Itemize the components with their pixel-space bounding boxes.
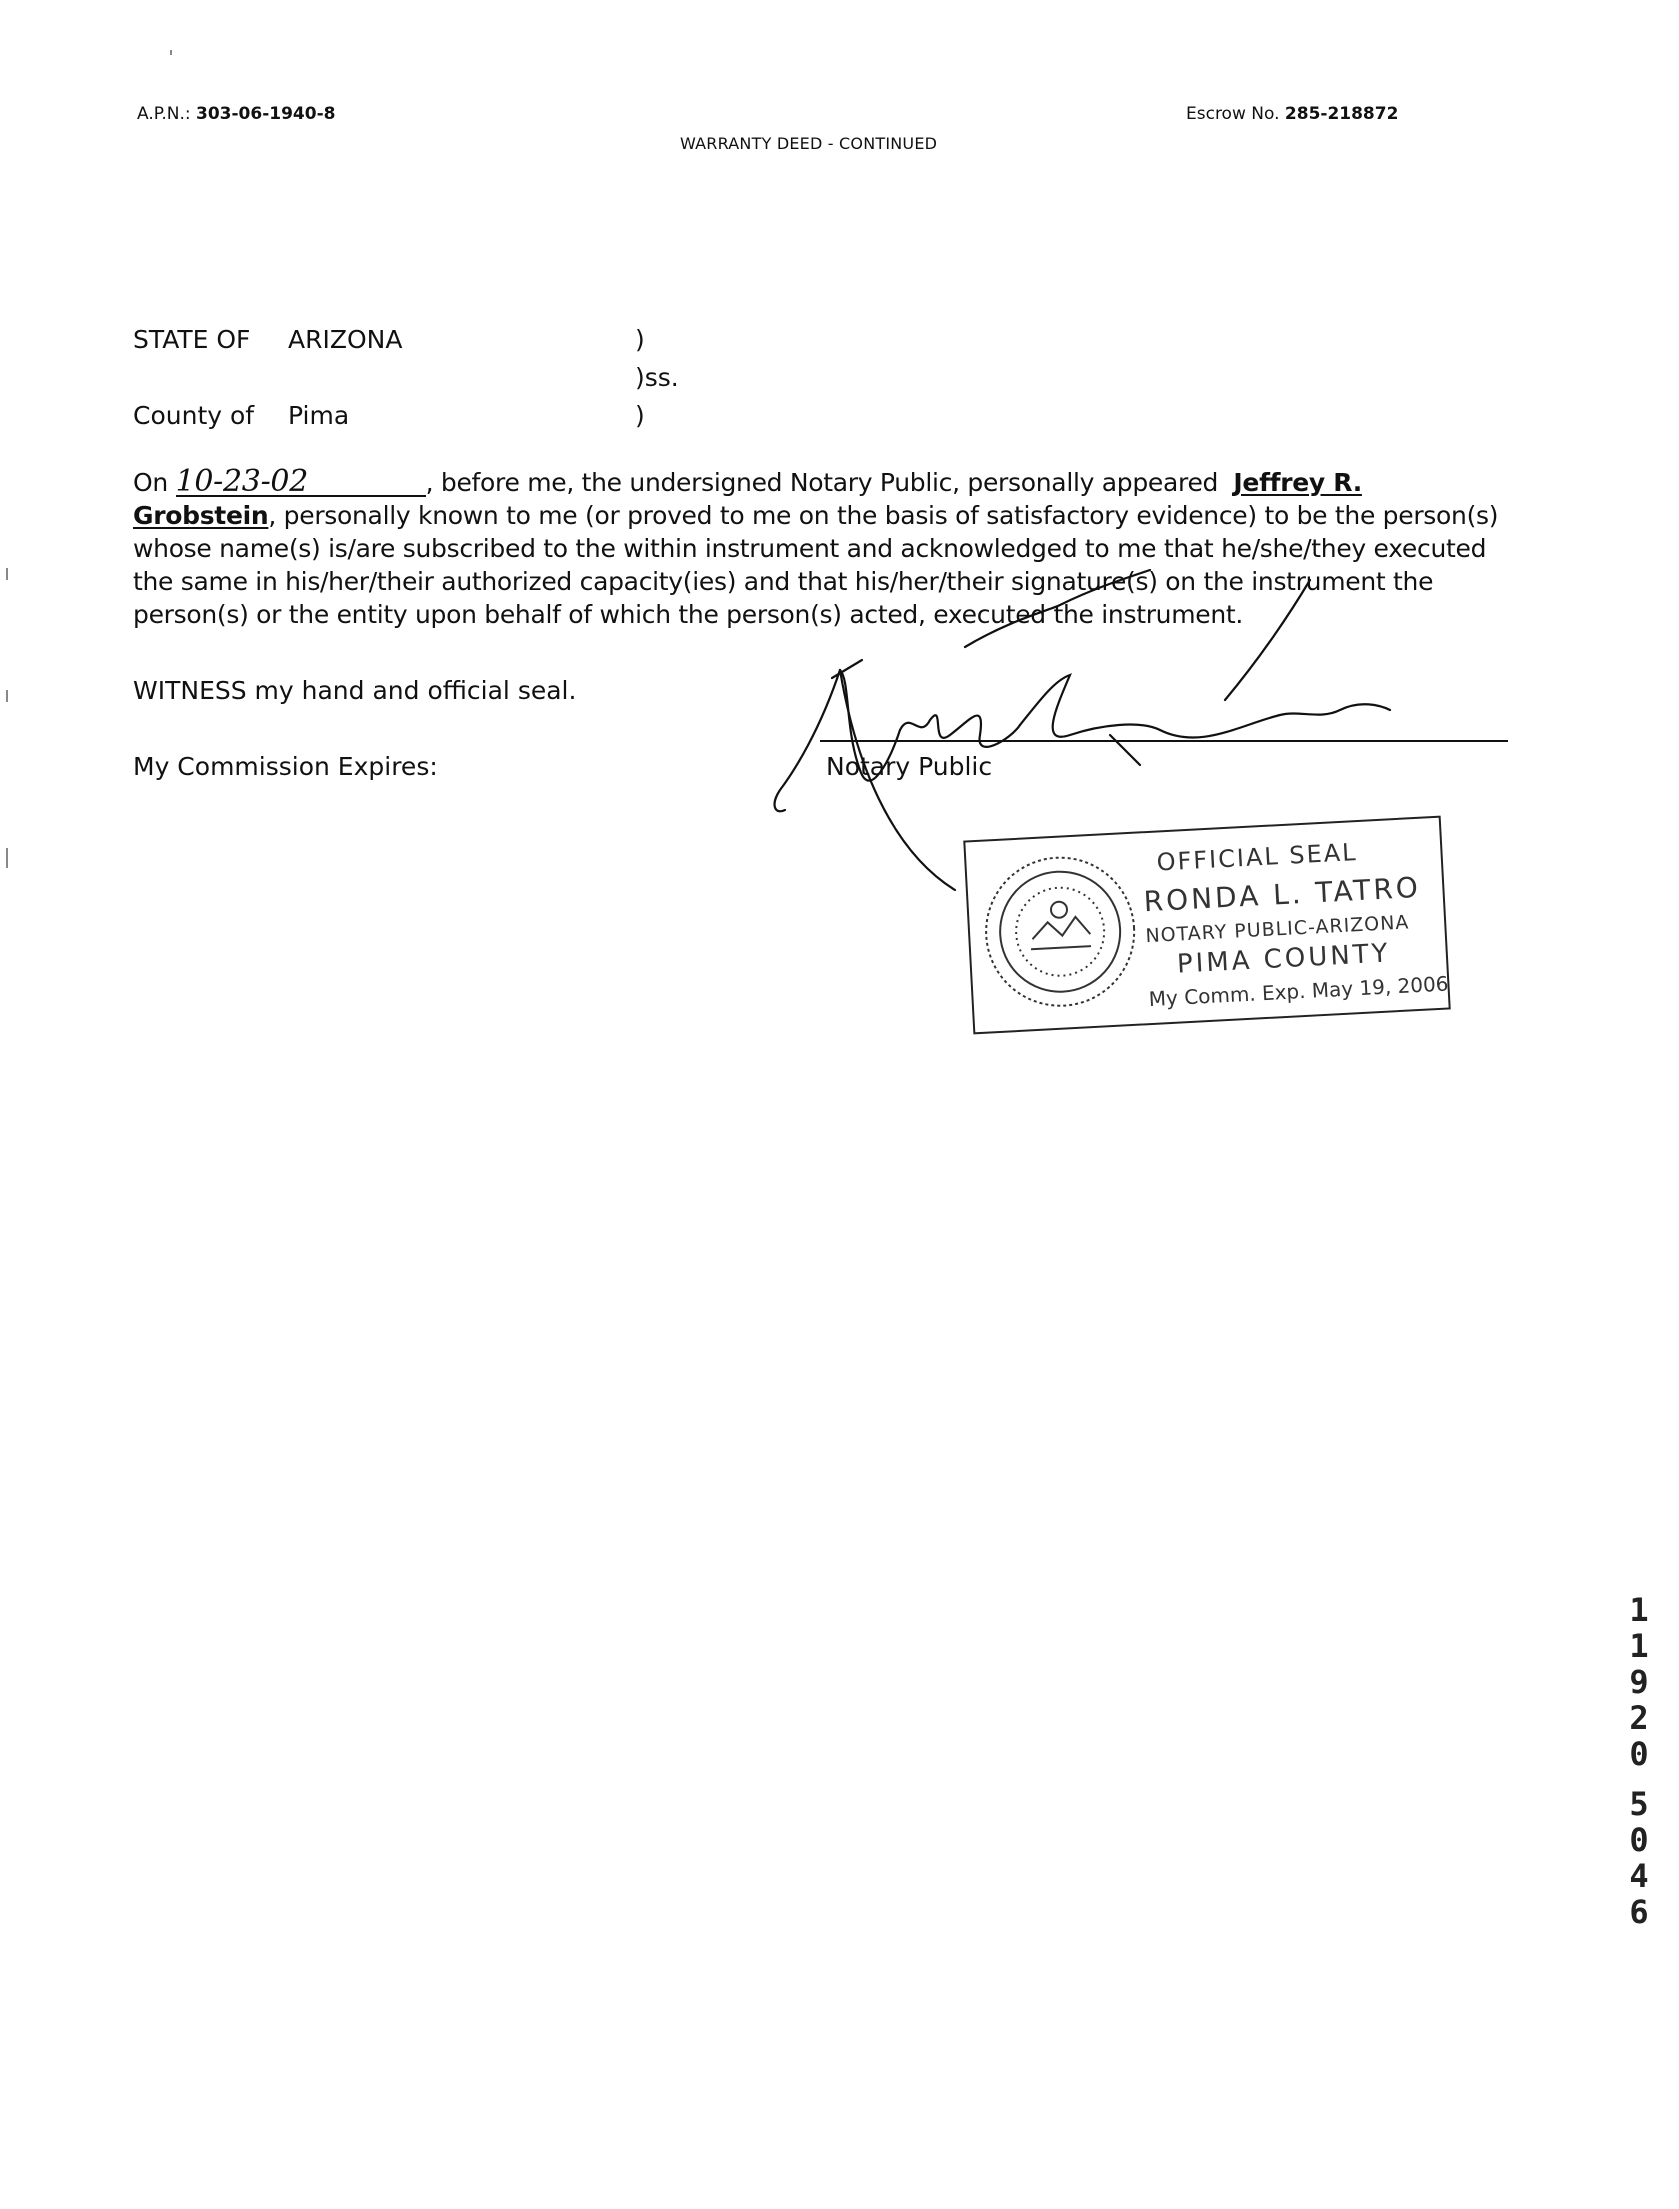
margin-digit: 2 — [1629, 1699, 1649, 1737]
margin-digit: 5 — [1629, 1785, 1649, 1823]
witness-statement: WITNESS my hand and official seal. — [133, 676, 577, 705]
apn-value: 303-06-1940-8 — [196, 104, 336, 124]
margin-digit: 0 — [1629, 1821, 1649, 1859]
seal-line-expiration: My Comm. Exp. May 19, 2006 — [1148, 971, 1450, 1012]
venue-paren-1: ) — [635, 325, 645, 354]
seal-emblem — [976, 848, 1144, 1016]
margin-digit: 4 — [1629, 1857, 1649, 1895]
venue-paren-2: ) — [635, 401, 645, 430]
ack-line-4: the same in his/her/their authorized capacity(ies) and that his/her/their signature(s) on the instrument the — [133, 567, 1434, 596]
venue-ss: )ss. — [635, 363, 679, 392]
margin-digit: 9 — [1629, 1663, 1649, 1701]
ack-line-3: whose name(s) is/are subscribed to the within instrument and acknowledged to me that he/she/they executed — [133, 534, 1487, 563]
scan-mark — [6, 690, 8, 702]
document-title: WARRANTY DEED - CONTINUED — [680, 134, 938, 153]
handwritten-date: 10-23-02 — [176, 469, 426, 497]
scan-mark — [6, 568, 8, 580]
scan-mark — [6, 848, 8, 868]
official-seal-stamp — [963, 816, 1450, 1035]
scan-mark — [170, 50, 172, 55]
ack-line-2 — [133, 499, 1523, 532]
ack-on: On — [133, 468, 168, 497]
ack-line-5: person(s) or the entity upon behalf of which the person(s) acted, executed the instrument. — [133, 600, 1244, 629]
margin-digit: 6 — [1629, 1893, 1649, 1931]
ack-line-2-rest: , personally known to me (or proved to me on the basis of satisfactory evidence) to be the person(s) — [268, 501, 1499, 530]
commission-expires-label: My Commission Expires: — [133, 752, 438, 781]
county-value: Pima — [288, 401, 350, 430]
escrow-number — [1186, 104, 1398, 124]
notary-public-label: Notary Public — [826, 752, 993, 781]
margin-digit: 1 — [1629, 1591, 1649, 1629]
margin-digit: 0 — [1629, 1735, 1649, 1773]
state-label: STATE OF — [133, 325, 251, 354]
county-label: County of — [133, 401, 255, 430]
escrow-label: Escrow No. — [1186, 104, 1280, 124]
seal-line-notary: NOTARY PUBLIC-ARIZONA — [1144, 911, 1410, 948]
appearer-name-part-2: Grobstein — [133, 501, 269, 530]
appearer-name-part-1: Jeffrey R. — [1233, 468, 1362, 497]
state-value: ARIZONA — [288, 325, 403, 354]
seal-line-name: RONDA L. TATRO — [1142, 870, 1422, 919]
ack-line-1 — [133, 466, 1523, 499]
escrow-value: 285-218872 — [1284, 104, 1399, 124]
ack-line-1-mid: , before me, the undersigned Notary Public, personally appeared — [425, 468, 1219, 497]
seal-line-official: OFFICIAL SEAL — [1155, 838, 1359, 877]
apn — [137, 104, 335, 124]
margin-digit: 1 — [1629, 1627, 1649, 1665]
seal-line-county: PIMA COUNTY — [1176, 938, 1392, 980]
apn-label: A.P.N.: — [137, 104, 191, 124]
